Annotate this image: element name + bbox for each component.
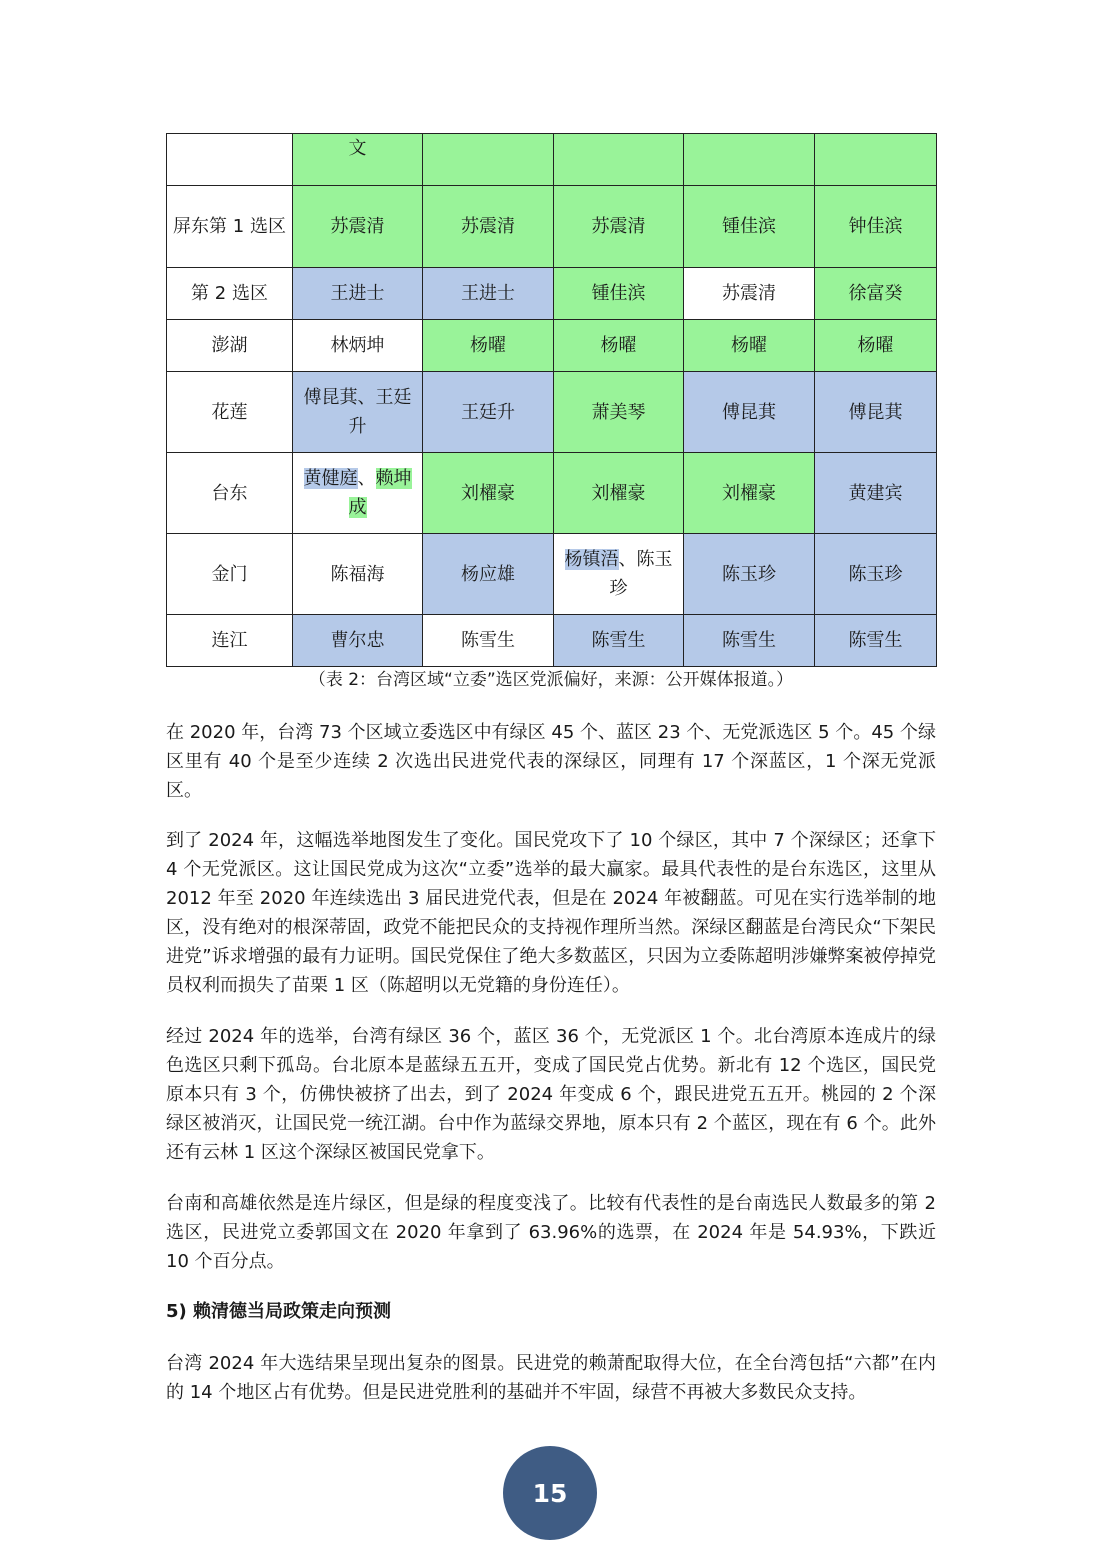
table-row [167,134,937,186]
district-name-cell: 第 2 选区 [167,268,293,320]
paragraph-3: 经过 2024 年的选举，台湾有绿区 36 个，蓝区 36 个，无党派区 1 个。北台湾原本连成片的绿色选区只剩下孤岛。台北原本是蓝绿五五开，变成了国民党占优势。新北有 12 个选区，国民党原本只有 3 个，仿佛快被挤了出去，到了 2024 年变成 6 个，跟民进党五五开。桃园的 2 个深绿区被消灭，让国民党一统江湖。台中作为蓝绿交界地，原本只有 2 个蓝区，现在有 6 个。此外还有云林 1 区这个深绿区被国民党拿下。 [166,1026,936,1163]
legislator-cell: 陈玉珍 [815,534,937,615]
legislator-name-part: 赖坤 [375,468,412,489]
legislator-cell: 傅昆萁 [815,372,937,453]
paragraph-2: 到了 2024 年，这幅选举地图发生了变化。国民党攻下了 10 个绿区，其中 7 个深绿区；还拿下 4 个无党派区。这让国民党成为这次“立委”选举的最大赢家。最具代表性的是台东选区，这里从 2012 年至 2020 年连续选出 3 届民进党代表，但是在 2024 年被翻蓝。可见在实行选举制的地区，没有绝对的根深蒂固，政党不能把民众的支持视作理所当然。深绿区翻蓝是台湾民众“下架民进党”诉求增强的最有力证明。国民党保住了绝大多数蓝区，只因为立委陈超明涉嫌弊案被停掉党员权利而损失了苗栗 1 区（陈超明以无党籍的身份连任）。 [166,830,936,996]
table-row [167,320,937,372]
paragraph-5: 台湾 2024 年大选结果呈现出复杂的图景。民进党的赖萧配取得大位，在全台湾包括“六都”在内的 14 个地区占有优势。但是民进党胜利的基础并不牢固，绿营不再被大多数民众支持。 [166,1353,936,1403]
legislator-name-part: 、 [357,468,376,489]
legislator-cell: 傅昆萁 [684,372,815,453]
district-name-cell: 台东 [167,453,293,534]
table-row [167,372,937,453]
legislator-cell: 王进士 [423,268,554,320]
legislator-cell: 杨应雄 [423,534,554,615]
legislator-cell: 杨曜 [423,320,554,372]
paragraph-4: 台南和高雄依然是连片绿区，但是绿的程度变浅了。比较有代表性的是台南选民人数最多的第 2 选区，民进党立委郭国文在 2020 年拿到了 63.96%的选票，在 2024 年是 54.93%，下跌近 10 个百分点。 [166,1193,936,1272]
legislator-cell: 刘櫂豪 [423,453,554,534]
legislator-cell: 黄建宾 [815,453,937,534]
legislator-cell: 锺佳滨 [554,268,684,320]
legislator-cell [293,453,423,534]
legislator-cell: 王进士 [293,268,423,320]
legislator-cell: 杨曜 [815,320,937,372]
table-row [167,453,937,534]
district-name-cell: 屏东第 1 选区 [167,186,293,268]
page-number-badge: 15 [503,1446,597,1540]
legislator-cell: 苏震清 [684,268,815,320]
legislator-name-part: 、陈玉 [618,549,673,570]
district-name-cell [167,134,293,186]
legislator-cell: 刘櫂豪 [684,453,815,534]
legislator-cell: 陈福海 [293,534,423,615]
legislator-cell: 杨曜 [554,320,684,372]
legislator-cell: 陈雪生 [554,615,684,667]
legislator-cell: 萧美琴 [554,372,684,453]
legislator-cell: 苏震清 [554,186,684,268]
legislator-cell [423,134,554,186]
district-name-cell: 连江 [167,615,293,667]
legislator-cell: 刘櫂豪 [554,453,684,534]
table-caption: （表 2：台湾区域“立委”选区党派偏好，来源：公开媒体报道。） [308,670,794,690]
legislator-cell: 文 [293,134,423,186]
legislator-cell: 陈雪生 [423,615,554,667]
legislator-cell: 曹尔忠 [293,615,423,667]
district-name-cell: 花莲 [167,372,293,453]
legislator-cell: 陈雪生 [684,615,815,667]
legislator-cell [684,134,815,186]
legislator-cell [554,134,684,186]
legislator-name-part: 珍 [609,578,628,599]
table-row [167,268,937,320]
district-name-cell: 金门 [167,534,293,615]
legislator-cell: 锺佳滨 [684,186,815,268]
legislator-cell: 林炳坤 [293,320,423,372]
legislator-cell [554,534,684,615]
legislator-cell: 苏震清 [293,186,423,268]
legislator-cell: 杨曜 [684,320,815,372]
section-heading: 5) 赖清德当局政策走向预测 [166,1301,392,1322]
legislator-cell: 陈雪生 [815,615,937,667]
legislator-name-part: 黄健庭 [303,468,358,489]
legislator-cell: 傅昆萁、王廷升 [293,372,423,453]
district-table [166,133,937,667]
table-row [167,615,937,667]
table-row [167,534,937,615]
legislator-cell: 苏震清 [423,186,554,268]
legislator-name-part: 杨镇浯 [564,549,619,570]
legislator-cell: 王廷升 [423,372,554,453]
district-name-cell: 澎湖 [167,320,293,372]
legislator-cell: 钟佳滨 [815,186,937,268]
paragraph-1: 在 2020 年，台湾 73 个区域立委选区中有绿区 45 个、蓝区 23 个、无党派选区 5 个。45 个绿区里有 40 个是至少连续 2 次选出民进党代表的深绿区，同理有 17 个深蓝区，1 个深无党派区。 [166,722,936,801]
table-row [167,186,937,268]
legislator-cell: 陈玉珍 [684,534,815,615]
legislator-cell [815,134,937,186]
legislator-name-part: 成 [348,497,367,518]
legislator-cell: 徐富癸 [815,268,937,320]
